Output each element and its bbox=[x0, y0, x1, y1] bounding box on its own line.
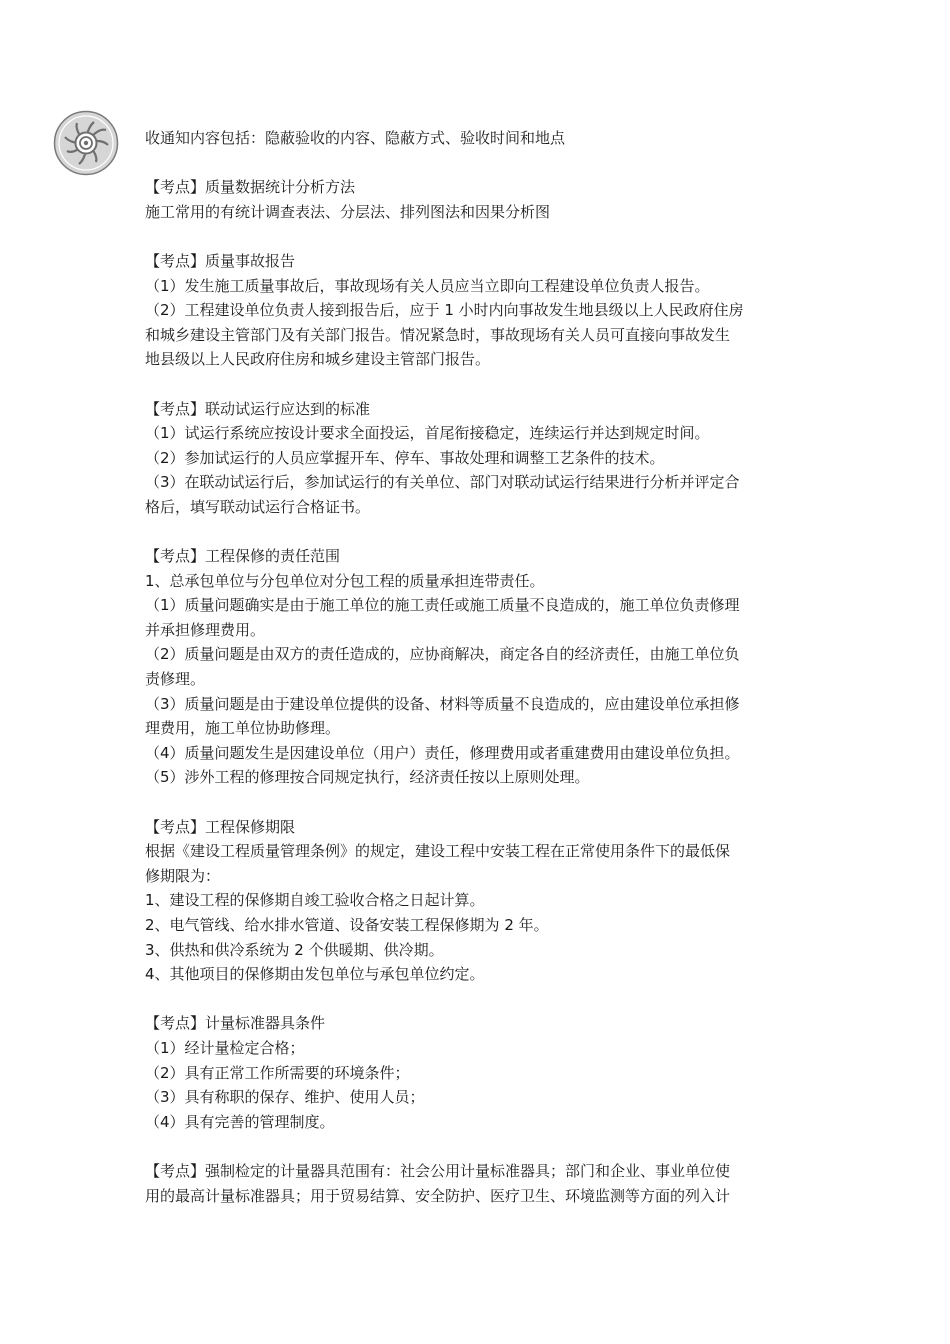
text-line: 和城乡建设主管部门及有关部门报告。情况紧急时，事故现场有关人员可直接向事故发生 bbox=[145, 325, 731, 344]
text-line: 格后，填写联动试运行合格证书。 bbox=[145, 497, 371, 516]
text-line: 收通知内容包括：隐蔽验收的内容、隐蔽方式、验收时间和地点 bbox=[145, 129, 566, 147]
section-heading: 【考点】计量标准器具条件 bbox=[145, 1014, 326, 1033]
text-line: 并承担修理费用。 bbox=[145, 620, 266, 639]
text-line: 用的最高计量标准器具；用于贸易结算、安全防护、医疗卫生、环境监测等方面的列入计 bbox=[145, 1186, 731, 1205]
text-line: （3）质量问题是由于建设单位提供的设备、材料等质量不良造成的，应由建设单位承担修 bbox=[145, 694, 740, 713]
section-heading: 【考点】强制检定的计量器具范围有：社会公用计量标准器具；部门和企业、事业单位使 bbox=[145, 1161, 731, 1180]
text-line: 1、总承包单位与分包单位对分包工程的质量承担连带责任。 bbox=[145, 571, 545, 590]
text-line: （5）涉外工程的修理按合同规定执行，经济责任按以上原则处理。 bbox=[145, 768, 590, 787]
text-line: （1）质量问题确实是由于施工单位的施工责任或施工质量不良造成的，施工单位负责修理 bbox=[145, 596, 740, 615]
text-line: （3）具有称职的保存、维护、使用人员； bbox=[145, 1088, 425, 1107]
document-body bbox=[145, 126, 810, 1208]
text-line: （3）在联动试运行后，参加试运行的有关单位、部门对联动试运行结果进行分析并评定合 bbox=[145, 473, 740, 492]
text-line: （1）经计量检定合格； bbox=[145, 1038, 305, 1057]
section-heading: 【考点】质量事故报告 bbox=[145, 251, 296, 270]
text-line: （1）试运行系统应按设计要求全面投运，首尾衔接稳定，连续运行并达到规定时间。 bbox=[145, 424, 710, 443]
text-line: 责修理。 bbox=[145, 670, 206, 689]
text-line: 地县级以上人民政府住房和城乡建设主管部门报告。 bbox=[145, 350, 491, 369]
text-line: （4）具有完善的管理制度。 bbox=[145, 1112, 335, 1131]
text-line: （2）工程建设单位负责人接到报告后，应于 1 小时内向事故发生地县级以上人民政府住房 bbox=[145, 301, 744, 320]
text-line: （2）质量问题是由双方的责任造成的，应协商解决，商定各自的经济责任，由施工单位负 bbox=[145, 645, 740, 664]
text-line: 2、电气管线、给水排水管道、设备安装工程保修期为 2 年。 bbox=[145, 916, 549, 934]
text-line: 理费用，施工单位协助修理。 bbox=[145, 719, 341, 738]
text-line: （4）质量问题发生是因建设单位（用户）责任，修理费用或者重建费用由建设单位负担。 bbox=[145, 743, 740, 762]
text-line: 3、供热和供冷系统为 2 个供暖期、供冷期。 bbox=[145, 940, 444, 959]
text-line: 4、其他项目的保修期由发包单位与承包单位约定。 bbox=[145, 965, 485, 984]
text-line: （1）发生施工质量事故后，事故现场有关人员应当立即向工程建设单位负责人报告。 bbox=[145, 276, 710, 295]
spiral-logo-icon bbox=[53, 110, 119, 176]
text-line: 施工常用的有统计调查表法、分层法、排列图法和因果分析图 bbox=[145, 202, 551, 221]
text-line: 修期限为： bbox=[145, 866, 221, 885]
text-line: （2）具有正常工作所需要的环境条件； bbox=[145, 1063, 410, 1082]
text-line: （2）参加试运行的人员应掌握开车、停车、事故处理和调整工艺条件的技术。 bbox=[145, 448, 665, 467]
section-heading: 【考点】工程保修的责任范围 bbox=[145, 547, 341, 566]
text-line: 根据《建设工程质量管理条例》的规定，建设工程中安装工程在正常使用条件下的最低保 bbox=[145, 842, 731, 861]
section-heading: 【考点】工程保修期限 bbox=[145, 817, 296, 836]
section-heading: 【考点】质量数据统计分析方法 bbox=[145, 178, 356, 197]
text-line: 1、建设工程的保修期自竣工验收合格之日起计算。 bbox=[145, 891, 485, 910]
section-heading: 【考点】联动试运行应达到的标准 bbox=[145, 399, 371, 418]
